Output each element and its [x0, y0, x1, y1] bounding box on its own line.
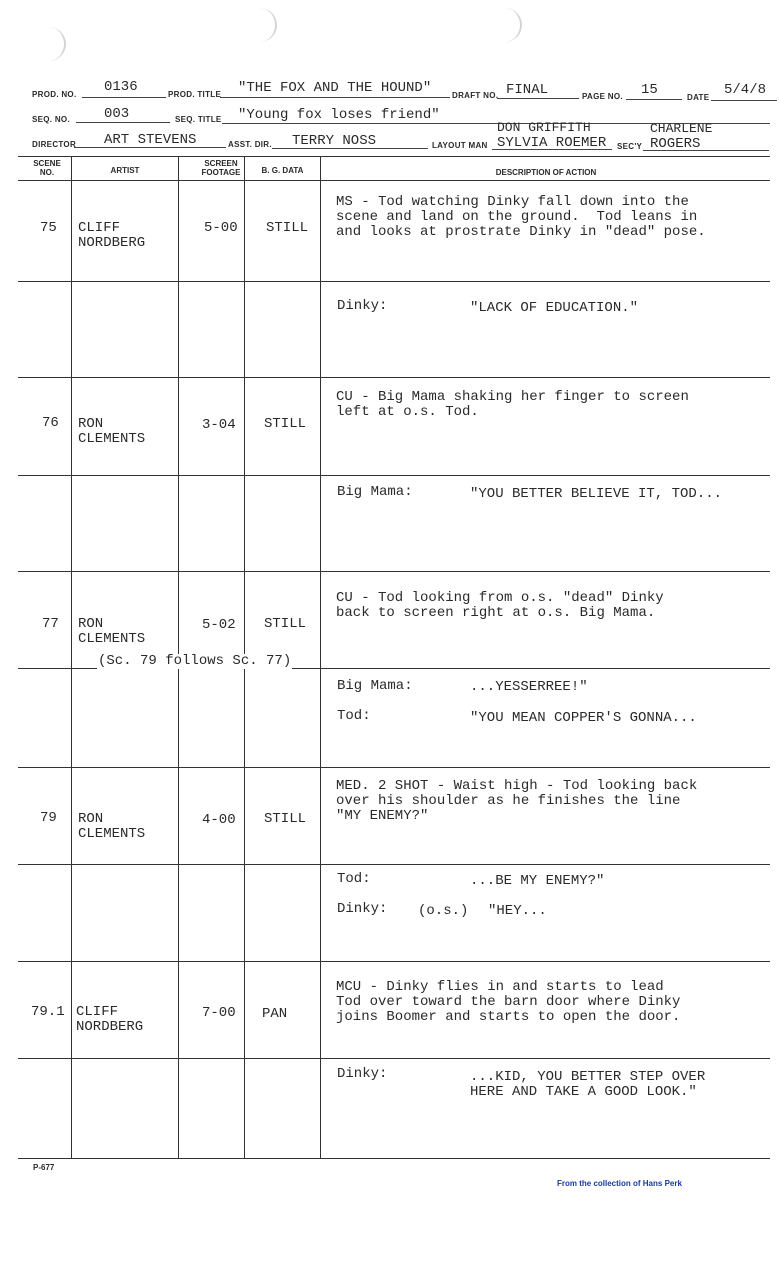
secy-line2: ROGERS: [650, 136, 701, 152]
dialogue-line: "LACK OF EDUCATION.": [470, 300, 639, 316]
prod-no: 0136: [104, 79, 138, 95]
dialogue-speaker: Big Mama:: [337, 484, 413, 500]
bg-data: STILL: [264, 416, 307, 432]
scene-number: 76: [42, 415, 59, 431]
binder-hole-mark: [500, 8, 522, 42]
director-label: DIRECTOR: [32, 140, 77, 149]
screen-footage: 4-00: [202, 812, 236, 828]
asst-dir: TERRY NOSS: [292, 133, 377, 149]
collection-credit: From the collection of Hans Perk: [557, 1179, 682, 1188]
bg-data: PAN: [262, 1006, 288, 1022]
secy-line1: CHARLENE: [650, 121, 713, 136]
action-description: CU - Tod looking from o.s. "dead" Dinky back to screen right at o.s. Big Mama.: [336, 590, 664, 621]
dialogue-line: ...KID, YOU BETTER STEP OVER HERE AND TAKE A GOOD LOOK.": [470, 1069, 706, 1100]
screen-footage: 5-00: [204, 220, 238, 236]
column-header-scene-no: SCENE NO.: [33, 159, 61, 177]
screen-footage: 3-04: [202, 417, 236, 433]
seq-no: 003: [104, 106, 130, 122]
bg-data: STILL: [266, 220, 309, 236]
scene-number: 79: [40, 810, 57, 826]
page-no-label: PAGE NO.: [582, 92, 623, 101]
dialogue-line: "HEY...: [488, 903, 547, 919]
dialogue-speaker: Tod:: [337, 871, 371, 887]
dialogue-speaker: Big Mama:: [337, 678, 413, 694]
dialogue-speaker: Dinky:: [337, 1066, 388, 1082]
binder-hole-mark: [44, 27, 66, 61]
binder-hole-mark: [255, 8, 277, 42]
scene-number: 77: [42, 616, 59, 632]
action-description: MCU - Dinky flies in and starts to lead Tod over toward the barn door where Dinky joins Boomer and starts to open the door.: [336, 979, 681, 1025]
artist-name: CLEMENTS: [78, 826, 146, 842]
layout-man-line1: DON GRIFFITH: [497, 120, 591, 135]
action-description: CU - Big Mama shaking her finger to screen left at o.s. Tod.: [336, 389, 689, 420]
secy-label: SEC'Y: [617, 142, 643, 151]
scene-order-note: (Sc. 79 follows Sc. 77): [98, 653, 292, 669]
prod-no-label: PROD. NO.: [32, 90, 77, 99]
screen-footage: 7-00: [202, 1005, 236, 1021]
director: ART STEVENS: [104, 132, 197, 148]
screen-footage: 5-02: [202, 617, 236, 633]
scene-number: 75: [40, 220, 57, 236]
bg-data: STILL: [264, 616, 307, 632]
dialogue-line: "YOU MEAN COPPER'S GONNA...: [470, 710, 697, 726]
column-header-bg-data: B. G. DATA: [261, 166, 304, 175]
dialogue-speaker: Dinky:: [337, 298, 388, 314]
artist-name: RON: [78, 416, 104, 432]
asst-dir-label: ASST. DIR.: [228, 140, 272, 149]
artist-name: RON: [78, 616, 104, 632]
date: 5/4/8: [724, 82, 767, 98]
artist-name: CLEMENTS: [78, 431, 146, 447]
dialogue-speaker: Dinky:: [337, 901, 388, 917]
draft-no: FINAL: [506, 82, 549, 98]
seq-no-label: SEQ. NO.: [32, 115, 70, 124]
form-number: P-677: [33, 1163, 55, 1172]
layout-man-label: LAYOUT MAN: [432, 141, 488, 150]
seq-title: "Young fox loses friend": [238, 107, 440, 123]
artist-name: CLIFF: [76, 1004, 119, 1020]
draft-no-label: DRAFT NO.: [452, 91, 499, 100]
action-description: MS - Tod watching Dinky fall down into the scene and land on the ground. Tod leans in and looks at prostrate Dinky in "dead" pose.: [336, 194, 706, 240]
column-header-description: DESCRIPTION OF ACTION: [495, 168, 597, 177]
layout-man-line2: SYLVIA ROEMER: [497, 135, 607, 151]
prod-title: "THE FOX AND THE HOUND": [238, 80, 432, 96]
action-description: MED. 2 SHOT - Waist high - Tod looking back over his shoulder as he finishes the line "MY ENEMY?": [336, 778, 698, 824]
prod-title-label: PROD. TITLE: [168, 90, 222, 99]
artist-name: NORDBERG: [78, 235, 146, 251]
dialogue-speaker: Tod:: [337, 708, 371, 724]
scene-number: 79.1: [31, 1004, 65, 1020]
dialogue-line: ...YESSERREE!": [470, 679, 588, 695]
bg-data: STILL: [264, 811, 307, 827]
dialogue-line: ...BE MY ENEMY?": [470, 873, 605, 889]
artist-name: NORDBERG: [76, 1019, 144, 1035]
page-no: 15: [641, 82, 658, 98]
artist-name: CLIFF: [78, 220, 121, 236]
artist-name: RON: [78, 811, 104, 827]
artist-name: CLEMENTS: [78, 631, 146, 647]
seq-title-label: SEQ. TITLE: [175, 115, 222, 124]
dialogue-line: "YOU BETTER BELIEVE IT, TOD...: [470, 486, 723, 502]
column-header-artist: ARTIST: [110, 166, 140, 175]
dialogue-parenthetical: (o.s.): [418, 903, 469, 919]
date-label: DATE: [687, 93, 710, 102]
column-header-screen-footage: SCREEN FOOTAGE: [201, 159, 241, 177]
